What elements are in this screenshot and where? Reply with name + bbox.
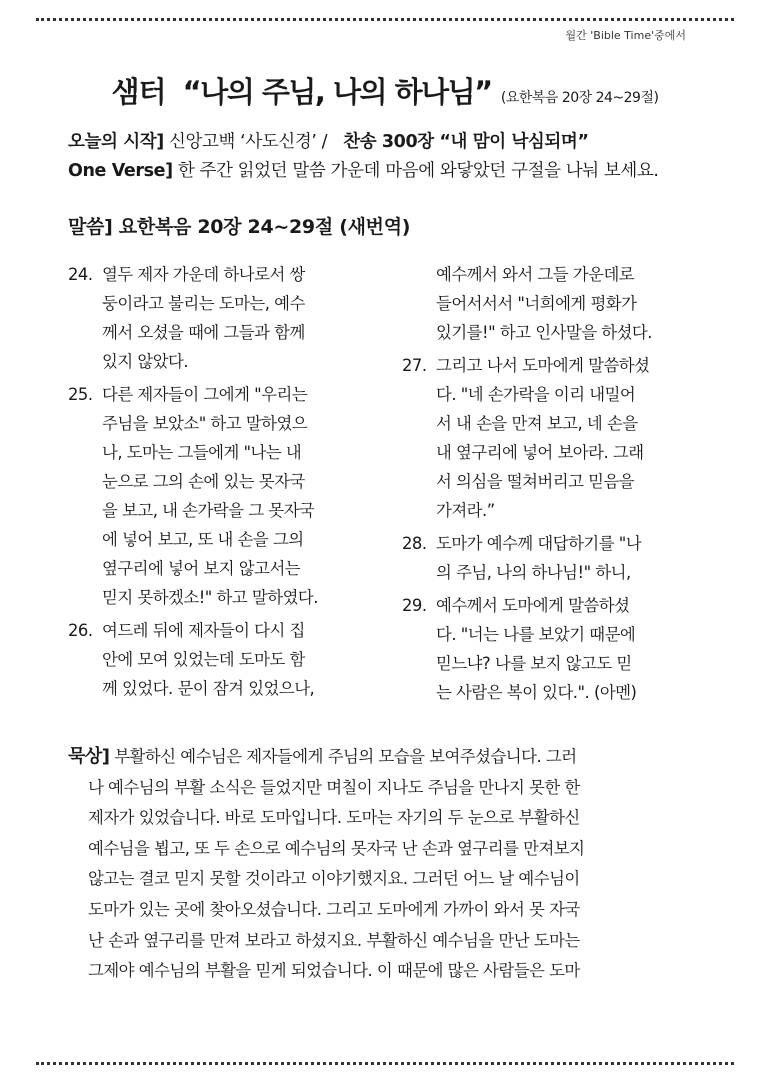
intro-section [68, 128, 728, 186]
meditation-line: 제자가 있었습니다. 바로 도마입니다. 도마는 자기의 두 눈으로 부활하신 [88, 808, 580, 828]
verse-block [68, 616, 378, 703]
verse-line: 있기를!" 하고 인사말을 하셨다. [436, 323, 652, 342]
verse-line: 옆구리에 넣어 보지 않고서는 [102, 559, 301, 578]
meditation-line: 않고는 결코 믿지 못할 것이라고 이야기했지요. 그러던 어느 날 예수님이 [88, 869, 580, 889]
title-main: 샘터 [111, 75, 166, 109]
verse-line: 의 주님, 나의 하나님!" 하니, [436, 563, 631, 582]
page-title [0, 70, 770, 111]
verse-block [402, 529, 712, 587]
verse-line: 나, 도마는 그들에게 "나는 내 [102, 443, 302, 462]
meditation-line: 나 예수님의 부활 소식은 들었지만 며칠이 지나도 주님을 만나지 못한 한 [88, 777, 580, 797]
bottom-dotted-rule [36, 1062, 734, 1065]
verse-block [402, 351, 712, 525]
verse-number: 29. [402, 596, 427, 615]
verse-line: 주님을 보았소" 하고 말하였으 [102, 414, 308, 433]
verse-line [402, 591, 712, 620]
verse-line: 을 보고, 내 손가락을 그 못자국 [102, 501, 315, 520]
verse-line: 께서 오셨을 때에 그들과 함께 [102, 323, 305, 342]
verse-number: 28. [402, 534, 427, 553]
top-dotted-rule [36, 18, 734, 21]
verse-line: 들어서서서 "너희에게 평화가 [436, 294, 637, 313]
meditation-body [68, 773, 728, 987]
meditation-line: 예수님을 뵙고, 또 두 손으로 예수님의 못자국 난 손과 옆구리를 만져보지 [88, 838, 585, 858]
verse-block [68, 260, 378, 376]
verse-text: 여드레 뒤에 제자들이 다시 집 [102, 621, 305, 640]
verse-number: 27. [402, 356, 427, 375]
today-start-text: 신앙고백 ‘사도신경’ / [163, 132, 328, 152]
verse-text: 그리고 나서 도마에게 말씀하셨 [436, 356, 650, 375]
today-start-label: 오늘의 시작] [68, 132, 164, 152]
verse-number: 25. [68, 385, 93, 404]
one-verse-label: One Verse] [68, 161, 173, 181]
verse-line: 서 의심을 떨쳐버리고 믿음을 [436, 472, 635, 491]
verse-text: 다른 제자들이 그에게 "우리는 [102, 385, 308, 404]
verse-line: 가져라.” [436, 501, 495, 520]
verse-text: 열두 제자 가운데 하나로서 쌍 [102, 265, 305, 284]
verse-line [402, 351, 712, 380]
scripture-right-column [402, 260, 712, 711]
meditation-line: 난 손과 옆구리를 만져 보라고 하셨지요. 부활하신 예수님을 만난 도마는 [88, 930, 580, 950]
verse-line: 다. "너는 나를 보았기 때문에 [436, 625, 636, 644]
title-quote: “나의 주님, 나의 하나님” [182, 75, 492, 109]
verse-line [68, 260, 378, 289]
one-verse-text: 한 주간 읽었던 말씀 가운데 마음에 와닿았던 구절을 나눠 보세요. [172, 161, 659, 181]
verse-26-continuation [402, 260, 712, 347]
verse-line: 내 옆구리에 넣어 보아라. 그래 [436, 443, 644, 462]
verse-line [68, 380, 378, 409]
verse-line: 믿느냐? 나를 보지 않고도 믿 [436, 654, 632, 673]
verse-number: 24. [68, 265, 93, 284]
verse-block [68, 380, 378, 612]
today-start-line [68, 128, 728, 157]
verse-line [68, 616, 378, 645]
verse-line: 믿지 못하겠소!" 하고 말하였다. [102, 588, 318, 607]
verse-line: 안에 모여 있었는데 도마도 함 [102, 650, 305, 669]
meditation-label: 묵상] [68, 746, 110, 767]
meditation-line: 그제야 예수님의 부활을 믿게 되었습니다. 이 때문에 많은 사람들은 도마 [88, 961, 580, 981]
verse-text: 예수께서 도마에게 말씀하셨 [436, 596, 630, 615]
verse-line: 예수께서 와서 그들 가운데로 [436, 265, 635, 284]
meditation-first-text: 부활하신 예수님은 제자들에게 주님의 모습을 보여주셨습니다. 그러 [109, 747, 577, 766]
verse-block [402, 591, 712, 707]
verse-number: 26. [68, 621, 93, 640]
scripture-heading: 말씀] 요한복음 20장 24~29절 (새번역) [68, 216, 411, 238]
title-reference: (요한복음 20장 24~29절) [500, 90, 659, 106]
verse-text: 도마가 예수께 대답하기를 "나 [436, 534, 642, 553]
source-note: 월간 'Bible Time'중에서 [565, 29, 686, 42]
verse-line: 눈으로 그의 손에 있는 못자국 [102, 472, 305, 491]
verse-line: 둥이라고 불리는 도마는, 예수 [102, 294, 305, 313]
verse-line: 다. "네 손가락을 이리 내밀어 [436, 385, 636, 404]
verse-line: 있지 않았다. [102, 352, 189, 371]
verse-line: 께 있었다. 문이 잠겨 있었으나, [102, 679, 315, 698]
scripture-left-column [68, 260, 378, 707]
verse-line: 는 사람은 복이 있다.". (아멘) [436, 683, 637, 702]
verse-line: 서 내 손을 만져 보고, 네 손을 [436, 414, 638, 433]
verse-line: 에 넣어 보고, 또 내 손을 그의 [102, 530, 304, 549]
meditation-first-line [68, 742, 728, 773]
meditation-line: 도마가 있는 곳에 찾아오셨습니다. 그리고 도마에게 가까이 와서 못 자국 [88, 899, 580, 919]
hymn-text: 찬송 300장 “내 맘이 낙심되며” [343, 132, 589, 152]
meditation-section [68, 742, 728, 987]
one-verse-line [68, 157, 728, 186]
verse-line [402, 529, 712, 558]
